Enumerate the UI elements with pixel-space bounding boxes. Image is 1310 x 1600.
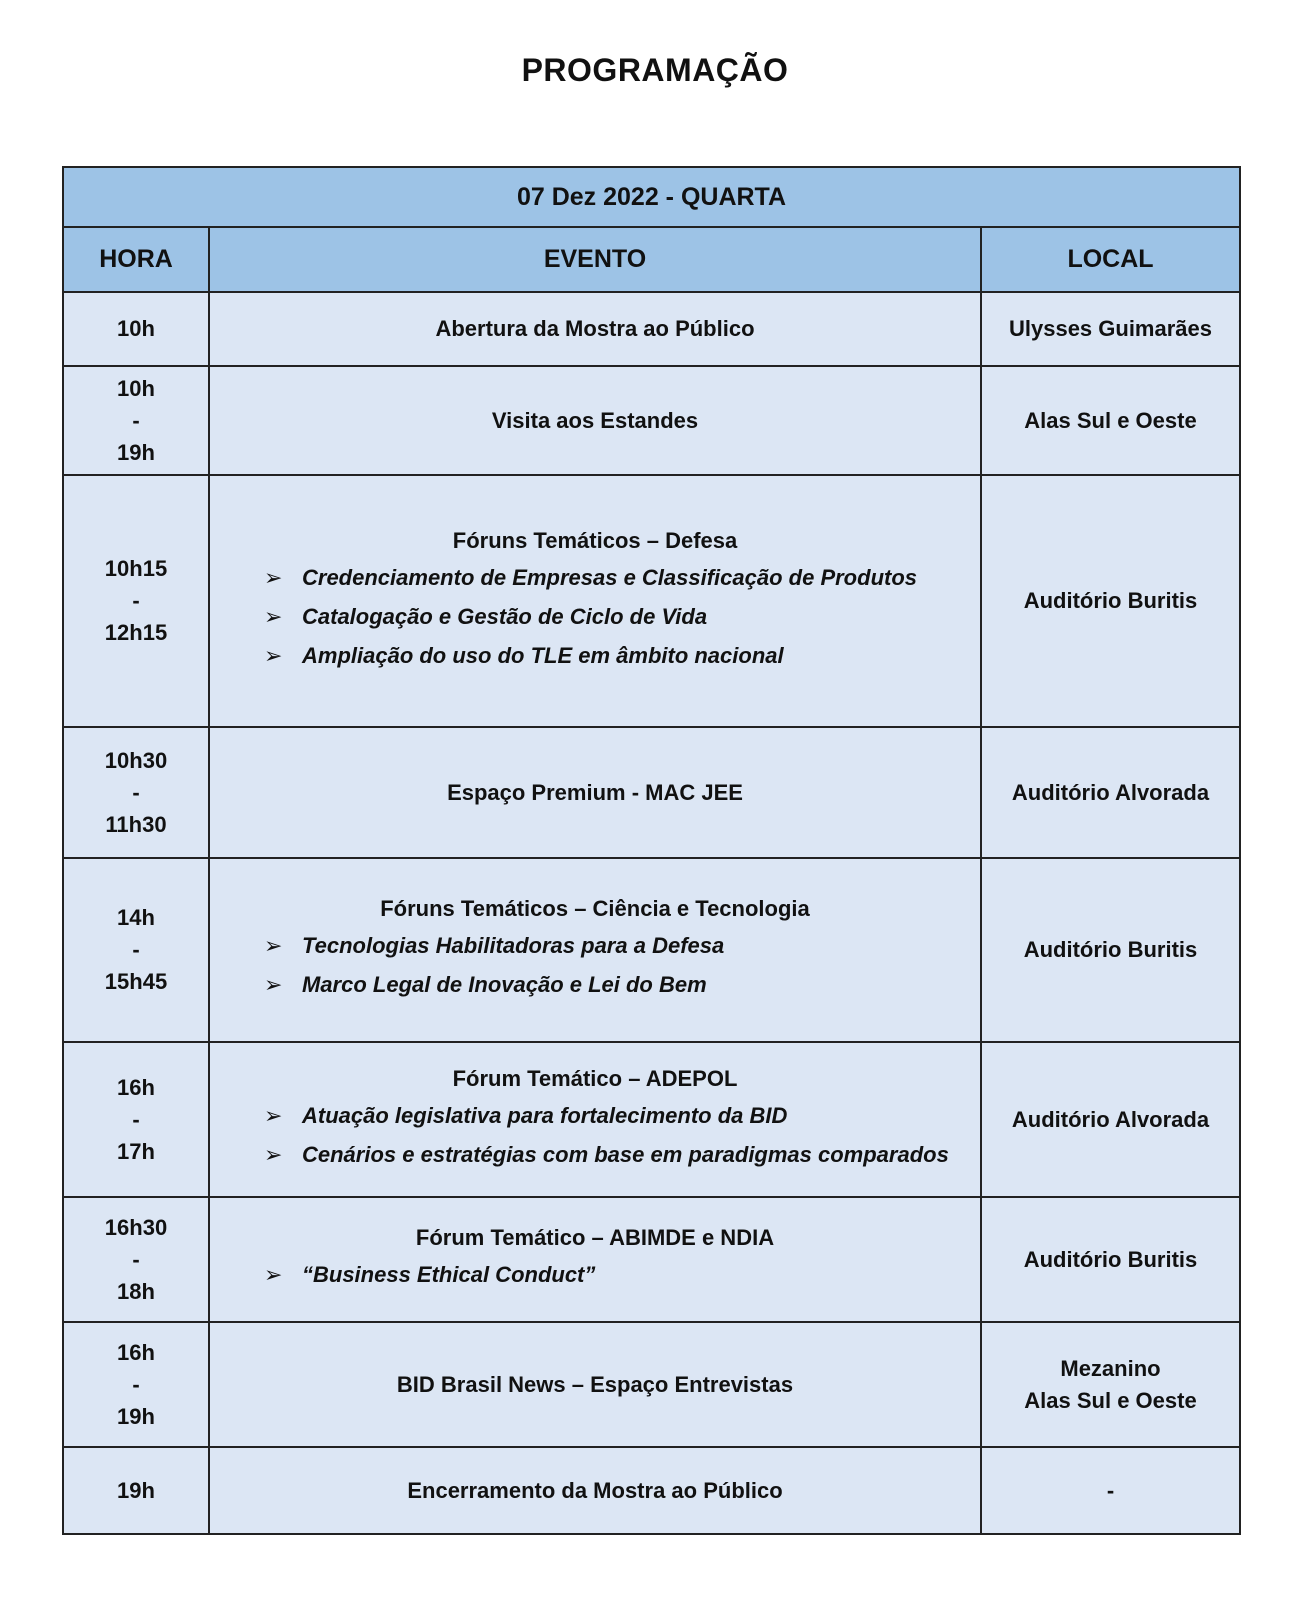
- evento-cell: [209, 1447, 981, 1534]
- hora-text: 12h15: [104, 620, 168, 645]
- schedule-row: [63, 1197, 1240, 1322]
- evento-title: Fóruns Temáticos – Defesa: [452, 527, 738, 553]
- evento-cell: [209, 1042, 981, 1197]
- local-cell: [981, 1197, 1240, 1322]
- schedule-row: [63, 727, 1240, 858]
- schedule-row: [63, 475, 1240, 727]
- arrow-bullet-icon: ➢: [264, 1141, 283, 1167]
- hora-text: 10h: [117, 316, 155, 341]
- hora-text: 10h30: [104, 747, 168, 773]
- schedule-row: [63, 1447, 1240, 1534]
- date-header: 07 Dez 2022 - QUARTA: [63, 167, 1240, 227]
- schedule-row: [63, 1042, 1240, 1197]
- local-cell: [981, 292, 1240, 366]
- evento-title: Visita aos Estandes: [491, 407, 699, 433]
- column-header-row: [63, 227, 1240, 292]
- evento-cell: [209, 292, 981, 366]
- hora-text: -: [132, 1106, 140, 1132]
- evento-bullet-text: “Business Ethical Conduct”: [302, 1262, 596, 1287]
- local-text: Alas Sul e Oeste: [1024, 1387, 1197, 1413]
- evento-title: Abertura da Mostra ao Público: [435, 316, 755, 341]
- hora-text: 15h45: [104, 969, 168, 994]
- hora-text: 16h30: [104, 1214, 168, 1240]
- hora-cell: [63, 727, 209, 858]
- schedule-table: [62, 166, 1241, 1535]
- evento-title: BID Brasil News – Espaço Entrevistas: [396, 1371, 794, 1397]
- hora-text: 16h: [117, 1074, 155, 1100]
- hora-cell: [63, 1042, 209, 1197]
- local-text: Auditório Buritis: [1023, 588, 1198, 613]
- evento-bullet-item: [264, 636, 980, 675]
- evento-bullet-item: [264, 1096, 980, 1135]
- hora-text: -: [132, 1371, 140, 1397]
- hora-text: 19h: [117, 439, 155, 465]
- evento-cell: [209, 858, 981, 1042]
- column-header-local: LOCAL: [981, 227, 1240, 292]
- local-text: Mezanino: [1060, 1355, 1161, 1381]
- evento-title: Fóruns Temáticos – Ciência e Tecnologia: [380, 896, 810, 921]
- hora-text: -: [132, 1246, 140, 1272]
- local-cell: [981, 1447, 1240, 1534]
- evento-cell: [209, 727, 981, 858]
- hora-text: 18h: [117, 1278, 155, 1304]
- hora-text: 17h: [117, 1138, 155, 1164]
- evento-cell: [209, 366, 981, 475]
- date-header-row: [63, 167, 1240, 227]
- evento-bullet-item: [264, 926, 980, 965]
- evento-bullet-text: Cenários e estratégias com base em paradigmas comparados: [302, 1141, 949, 1167]
- hora-cell: [63, 366, 209, 475]
- hora-text: -: [132, 779, 140, 805]
- column-header-evento: EVENTO: [209, 227, 981, 292]
- arrow-bullet-icon: ➢: [264, 642, 283, 668]
- hora-text: 11h30: [105, 811, 167, 837]
- local-cell: [981, 475, 1240, 727]
- hora-text: 19h: [117, 1403, 155, 1429]
- local-text: Ulysses Guimarães: [1008, 316, 1213, 341]
- hora-text: -: [132, 937, 140, 962]
- evento-title: Fórum Temático – ADEPOL: [452, 1065, 738, 1091]
- arrow-bullet-icon: ➢: [264, 564, 283, 590]
- hora-text: 16h: [117, 1339, 155, 1365]
- local-text: -: [1106, 1477, 1115, 1503]
- hora-text: 10h15: [104, 556, 168, 581]
- schedule-row: [63, 292, 1240, 366]
- evento-bullet-item: [264, 1255, 980, 1294]
- hora-cell: [63, 1322, 209, 1447]
- schedule-row: [63, 1322, 1240, 1447]
- evento-cell: [209, 475, 981, 727]
- page-title: PROGRAMAÇÃO: [521, 52, 789, 88]
- local-text: Alas Sul e Oeste: [1024, 407, 1197, 433]
- evento-bullet-text: Credenciamento de Empresas e Classificação de Produtos: [302, 564, 918, 590]
- hora-cell: [63, 1197, 209, 1322]
- evento-bullet-item: [264, 558, 980, 597]
- evento-bullet-text: Marco Legal de Inovação e Lei do Bem: [302, 972, 707, 997]
- evento-bullet-list: [210, 558, 980, 675]
- evento-title: Fórum Temático – ABIMDE e NDIA: [415, 1225, 775, 1250]
- evento-bullet-item: [264, 1135, 980, 1174]
- local-cell: [981, 858, 1240, 1042]
- local-text: Auditório Buritis: [1023, 937, 1198, 962]
- evento-bullet-text: Tecnologias Habilitadoras para a Defesa: [302, 933, 725, 958]
- evento-title: Encerramento da Mostra ao Público: [407, 1477, 783, 1503]
- evento-bullet-text: Catalogação e Gestão de Ciclo de Vida: [302, 603, 708, 629]
- arrow-bullet-icon: ➢: [264, 933, 283, 958]
- hora-cell: [63, 858, 209, 1042]
- arrow-bullet-icon: ➢: [264, 1102, 283, 1128]
- evento-bullet-list: [210, 1255, 980, 1294]
- hora-cell: [63, 292, 209, 366]
- hora-text: 19h: [117, 1477, 155, 1503]
- hora-text: -: [132, 588, 140, 613]
- local-text: Auditório Alvorada: [1011, 1106, 1210, 1132]
- local-cell: [981, 1322, 1240, 1447]
- column-header-hora: HORA: [63, 227, 209, 292]
- arrow-bullet-icon: ➢: [264, 972, 283, 997]
- evento-bullet-text: Atuação legislativa para fortalecimento da BID: [302, 1102, 788, 1128]
- hora-text: 10h: [117, 375, 155, 401]
- evento-cell: [209, 1322, 981, 1447]
- local-cell: [981, 366, 1240, 475]
- local-cell: [981, 1042, 1240, 1197]
- arrow-bullet-icon: ➢: [264, 603, 283, 629]
- evento-bullet-item: [264, 597, 980, 636]
- schedule-row: [63, 366, 1240, 475]
- hora-cell: [63, 475, 209, 727]
- local-cell: [981, 727, 1240, 858]
- evento-bullet-text: Ampliação do uso do TLE em âmbito nacional: [302, 642, 784, 668]
- evento-cell: [209, 1197, 981, 1322]
- evento-bullet-list: [210, 926, 980, 1004]
- arrow-bullet-icon: ➢: [264, 1262, 283, 1287]
- hora-cell: [63, 1447, 209, 1534]
- evento-title: Espaço Premium - MAC JEE: [447, 779, 743, 805]
- evento-bullet-item: [264, 965, 980, 1004]
- evento-bullet-list: [210, 1096, 980, 1174]
- local-text: Auditório Alvorada: [1011, 779, 1210, 805]
- local-text: Auditório Buritis: [1023, 1246, 1198, 1272]
- hora-text: -: [132, 407, 140, 433]
- schedule-row: [63, 858, 1240, 1042]
- schedule-body: [63, 292, 1240, 1534]
- hora-text: 14h: [117, 905, 155, 930]
